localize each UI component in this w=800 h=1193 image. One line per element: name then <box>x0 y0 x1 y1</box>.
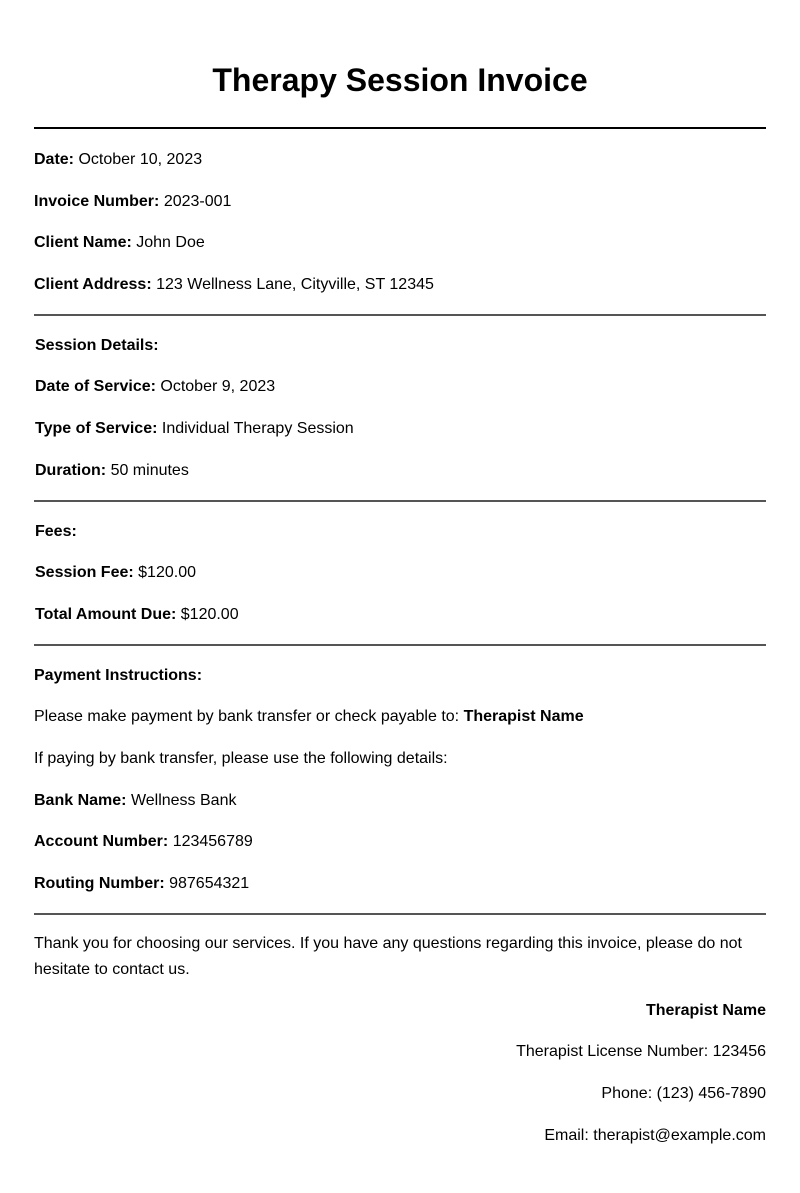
account-number-value: 123456789 <box>172 833 253 851</box>
payment-instruction-text: Please make payment by bank transfer or check payable to: <box>34 708 460 726</box>
payee-name: Therapist Name <box>463 708 584 726</box>
session-details-section <box>34 316 766 500</box>
page-title: Therapy Session Invoice <box>212 62 588 98</box>
bank-name-value: Wellness Bank <box>130 791 237 809</box>
invoice-date <box>34 147 766 173</box>
therapist-license: Therapist License Number: 123456 <box>516 1043 766 1061</box>
invoice-info-section <box>34 129 766 314</box>
therapist-name: Therapist Name <box>645 1001 766 1019</box>
duration-value: 50 minutes <box>110 461 189 479</box>
client-name-label: Client Name: <box>34 234 132 252</box>
payment-heading: Payment Instructions: <box>34 666 203 684</box>
closing-section <box>34 915 766 1149</box>
duration-label: Duration: <box>35 461 107 479</box>
session-fee <box>35 560 766 586</box>
fees-section <box>34 502 766 644</box>
account-number <box>34 829 766 855</box>
bank-transfer-note: If paying by bank transfer, please use the following details: <box>34 749 448 767</box>
client-address-value: 123 Wellness Lane, Cityville, ST 12345 <box>156 275 434 293</box>
client-name <box>34 230 766 256</box>
session-fee-label: Session Fee: <box>35 564 134 582</box>
total-amount-value: $120.00 <box>180 605 239 623</box>
closing-message: Thank you for choosing our services. If you have any questions regarding this invoice, please do not hesitate to contact us. <box>34 934 742 978</box>
service-type <box>35 416 766 442</box>
session-duration <box>35 458 766 484</box>
fees-heading: Fees: <box>35 522 77 540</box>
payment-instructions-section <box>34 646 766 913</box>
payment-instruction <box>34 704 766 730</box>
service-date-label: Date of Service: <box>35 378 156 396</box>
bank-name-label: Bank Name: <box>34 791 127 809</box>
routing-number-label: Routing Number: <box>34 874 165 892</box>
invoice-number-label: Invoice Number: <box>34 192 160 210</box>
session-fee-value: $120.00 <box>138 564 196 582</box>
session-details-heading: Session Details: <box>35 336 159 354</box>
routing-number-value: 987654321 <box>169 874 250 892</box>
client-address-label: Client Address: <box>34 275 152 293</box>
service-date-value: October 9, 2023 <box>160 378 276 396</box>
therapist-email: Email: therapist@example.com <box>544 1126 766 1144</box>
client-name-value: John Doe <box>136 234 205 252</box>
invoice-number <box>34 189 766 215</box>
total-amount-due <box>35 602 766 628</box>
invoice-page <box>34 0 766 1149</box>
service-date <box>35 374 766 400</box>
bank-name <box>34 788 766 814</box>
invoice-number-value: 2023-001 <box>163 192 232 210</box>
total-amount-label: Total Amount Due: <box>35 605 177 623</box>
invoice-date-value: October 10, 2023 <box>78 151 203 168</box>
client-address <box>34 272 766 298</box>
therapist-phone: Phone: (123) 456-7890 <box>601 1084 766 1102</box>
service-type-value: Individual Therapy Session <box>161 419 354 437</box>
service-type-label: Type of Service: <box>35 419 158 437</box>
account-number-label: Account Number: <box>34 833 169 851</box>
therapist-signoff <box>34 998 766 1149</box>
invoice-date-label: Date: <box>34 151 75 168</box>
routing-number <box>34 871 766 897</box>
